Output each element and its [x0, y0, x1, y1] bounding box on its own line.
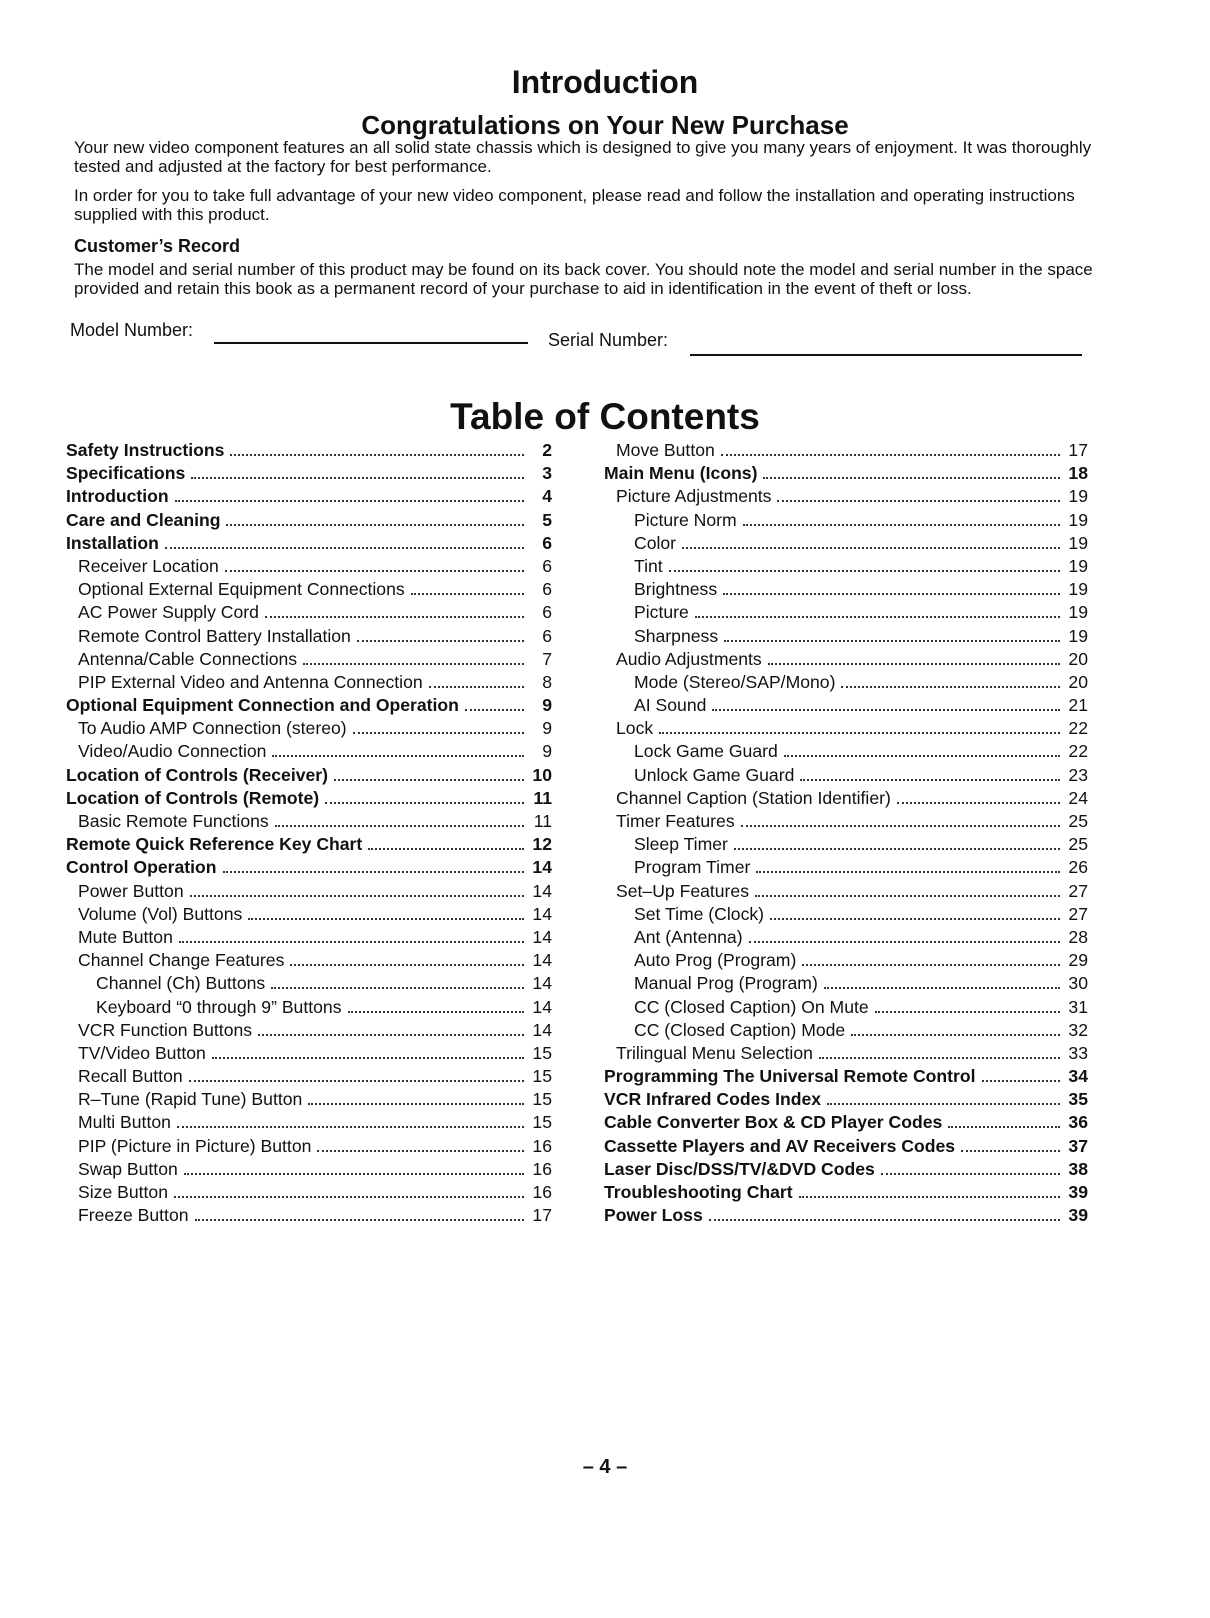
toc-dot-leader [308, 1103, 524, 1105]
toc-entry-page: 20 [1068, 648, 1088, 669]
toc-entry [604, 857, 1088, 880]
toc-entry-label: Trilingual Menu Selection [616, 1042, 813, 1063]
toc-entry [66, 510, 552, 533]
toc-entry-label: Multi Button [78, 1112, 171, 1133]
toc-entry [604, 510, 1088, 533]
toc-entry [604, 811, 1088, 834]
toc-entry [604, 741, 1088, 764]
toc-entry-label: Power Loss [604, 1205, 703, 1226]
toc-entry-page: 28 [1068, 926, 1088, 947]
toc-entry-label: Antenna/Cable Connections [78, 648, 298, 669]
toc-dot-leader [353, 732, 524, 734]
toc-dot-leader [230, 454, 524, 456]
toc-dot-leader [669, 570, 1060, 572]
toc-dot-leader [368, 848, 524, 850]
toc-entry-label: Volume (Vol) Buttons [78, 903, 243, 924]
toc-entry-page: 14 [532, 950, 552, 971]
toc-entry-label: Lock [616, 718, 654, 739]
toc-dot-leader [734, 848, 1060, 850]
toc-entry [604, 834, 1088, 857]
customer-record-heading: Customer’s Record [74, 236, 241, 256]
toc-dot-leader [755, 895, 1060, 897]
toc-entry-page: 39 [1068, 1205, 1088, 1226]
toc-entry-label: Remote Quick Reference Key Chart [66, 834, 363, 855]
toc-entry [66, 741, 552, 764]
toc-dot-leader [190, 895, 524, 897]
toc-entry [604, 881, 1088, 904]
toc-dot-leader [777, 500, 1060, 502]
toc-entry-page: 20 [1068, 671, 1088, 692]
toc-entry [604, 1182, 1088, 1205]
toc-entry-label: Keyboard “0 through 9” Buttons [96, 996, 342, 1017]
toc-dot-leader [265, 616, 524, 618]
toc-entry-label: CC (Closed Caption) On Mute [634, 996, 869, 1017]
toc-entry [66, 1020, 552, 1043]
toc-entry-label: Sharpness [634, 625, 719, 646]
toc-dot-leader [741, 825, 1060, 827]
toc-entry-page: 30 [1068, 973, 1088, 994]
toc-entry-label: To Audio AMP Connection (stereo) [78, 718, 347, 739]
toc-dot-leader [225, 570, 524, 572]
toc-entry-page: 5 [542, 509, 552, 530]
toc-dot-leader [195, 1219, 524, 1221]
toc-entry-page: 29 [1068, 950, 1088, 971]
page-number: – 4 – [582, 1456, 628, 1478]
toc-dot-leader [174, 1196, 524, 1198]
toc-entry [66, 486, 552, 509]
toc-dot-leader [275, 825, 524, 827]
toc-entry-label: Remote Control Battery Installation [78, 625, 351, 646]
toc-entry-page: 16 [532, 1158, 552, 1179]
toc-entry [66, 1112, 552, 1135]
toc-entry-page: 3 [542, 463, 552, 484]
toc-dot-leader [165, 547, 524, 549]
toc-dot-leader [317, 1150, 524, 1152]
toc-entry [604, 1136, 1088, 1159]
toc-entry [66, 973, 552, 996]
toc-entry-page: 14 [532, 1019, 552, 1040]
toc-entry [66, 927, 552, 950]
toc-entry [604, 997, 1088, 1020]
toc-dot-leader [724, 640, 1060, 642]
toc-entry-label: Specifications [66, 463, 186, 484]
toc-entry-page: 27 [1068, 880, 1088, 901]
toc-entry-page: 15 [532, 1066, 552, 1087]
toc-dot-leader [841, 686, 1060, 688]
toc-dot-leader [897, 802, 1060, 804]
toc-dot-leader [768, 663, 1060, 665]
toc-dot-leader [763, 477, 1060, 479]
toc-dot-leader [175, 500, 524, 502]
toc-entry [66, 904, 552, 927]
toc-entry [66, 788, 552, 811]
toc-dot-leader [348, 1011, 525, 1013]
toc-dot-leader [723, 593, 1060, 595]
toc-entry [604, 1089, 1088, 1112]
toc-entry [604, 927, 1088, 950]
toc-entry-page: 25 [1068, 811, 1088, 831]
toc-entry [66, 1159, 552, 1182]
toc-entry [604, 556, 1088, 579]
toc-entry [604, 718, 1088, 741]
page-subtitle: Congratulations on Your New Purchase [361, 110, 849, 140]
toc-entry-label: Picture Norm [634, 509, 737, 530]
toc-entry-label: Cassette Players and AV Receivers Codes [604, 1135, 956, 1156]
toc-entry-page: 24 [1068, 787, 1088, 808]
toc-entry [66, 857, 552, 880]
toc-entry-page: 6 [542, 532, 552, 553]
toc-entry-page: 14 [532, 926, 552, 947]
toc-entry-label: R–Tune (Rapid Tune) Button [78, 1089, 303, 1110]
toc-entry-label: Brightness [634, 579, 718, 600]
toc-entry-page: 27 [1068, 903, 1088, 924]
toc-entry-label: Basic Remote Functions [78, 811, 269, 831]
toc-dot-leader [770, 918, 1060, 920]
toc-dot-leader [802, 964, 1060, 966]
toc-entry-label: Safety Instructions [66, 440, 225, 460]
toc-entry-label: Power Button [78, 880, 184, 901]
toc-entry-label: Freeze Button [78, 1205, 189, 1226]
toc-entry [66, 556, 552, 579]
toc-entry-page: 22 [1068, 741, 1088, 762]
toc-entry-page: 37 [1068, 1135, 1088, 1156]
toc-entry-page: 15 [532, 1089, 552, 1110]
toc-entry-label: Ant (Antenna) [634, 926, 743, 947]
toc-dot-leader [659, 732, 1060, 734]
toc-entry-page: 16 [532, 1135, 552, 1156]
toc-entry [604, 626, 1088, 649]
serial-number-line [690, 354, 1082, 356]
toc-entry-page: 14 [532, 973, 552, 994]
customer-record-paragraph: The model and serial number of this product may be found on its back cover. You should note the model and serial number in the space provided and retain this book as a permanent record of your purchase to aid in identification in the event of theft or loss. [74, 260, 1093, 298]
toc-entry [604, 765, 1088, 788]
toc-entry-page: 9 [542, 695, 552, 716]
toc-dot-leader [824, 987, 1060, 989]
toc-dot-leader [325, 802, 524, 804]
toc-entry [604, 1020, 1088, 1043]
toc-entry [66, 997, 552, 1020]
toc-entry [604, 602, 1088, 625]
toc-entry [66, 811, 552, 834]
toc-dot-leader [177, 1126, 524, 1128]
toc-entry-page: 26 [1068, 857, 1088, 878]
toc-dot-leader [709, 1219, 1060, 1221]
toc-dot-leader [948, 1126, 1060, 1128]
toc-entry-label: Location of Controls (Receiver) [66, 764, 328, 785]
toc-entry-label: Picture [634, 602, 689, 623]
toc-entry-page: 10 [532, 764, 552, 785]
toc-entry-page: 19 [1068, 579, 1088, 600]
toc-entry-page: 36 [1068, 1112, 1088, 1133]
toc-entry-label: Set–Up Features [616, 880, 750, 901]
toc-entry-label: Main Menu (Icons) [604, 463, 758, 484]
toc-entry-page: 7 [542, 648, 552, 669]
toc-entry-label: Video/Audio Connection [78, 741, 267, 762]
toc-entry-label: Unlock Game Guard [634, 764, 795, 785]
toc-entry-label: Location of Controls (Remote) [66, 787, 320, 808]
toc-entry [604, 1066, 1088, 1089]
toc-dot-leader [258, 1034, 524, 1036]
toc-entry [66, 440, 552, 463]
toc-entry-label: Programming The Universal Remote Control [604, 1066, 976, 1087]
toc-dot-leader [223, 871, 524, 873]
toc-dot-leader [465, 709, 524, 711]
toc-entry-label: VCR Function Buttons [78, 1019, 253, 1040]
toc-entry-page: 11 [533, 811, 552, 831]
toc-entry-page: 14 [532, 857, 552, 878]
toc-entry [66, 765, 552, 788]
toc-entry [604, 695, 1088, 718]
toc-entry [66, 1089, 552, 1112]
toc-entry [66, 533, 552, 556]
toc-dot-leader [743, 524, 1060, 526]
toc-dot-leader [799, 1196, 1060, 1198]
page-title: Introduction [511, 64, 699, 100]
toc-entry-page: 2 [542, 440, 552, 460]
toc-entry-page: 6 [542, 625, 552, 646]
intro-paragraph-1: Your new video component features an all solid state chassis which is designed to give you many years of enjoyment. It was thoroughly tested and adjusted at the factory for best performance. [74, 138, 1092, 176]
toc-entry [604, 486, 1088, 509]
toc-dot-leader [179, 941, 524, 943]
toc-entry-page: 4 [542, 486, 552, 507]
toc-entry-page: 6 [542, 555, 552, 576]
toc-entry-page: 35 [1068, 1089, 1088, 1110]
toc-entry-page: 34 [1068, 1066, 1088, 1087]
toc-dot-leader [191, 477, 524, 479]
toc-entry-page: 19 [1068, 602, 1088, 623]
toc-entry [604, 1112, 1088, 1135]
toc-entry-label: VCR Infrared Codes Index [604, 1089, 822, 1110]
toc-entry-page: 14 [532, 996, 552, 1017]
toc-dot-leader [756, 871, 1060, 873]
toc-entry-page: 19 [1068, 486, 1088, 507]
toc-entry-page: 14 [532, 880, 552, 901]
toc-entry [604, 1205, 1088, 1228]
toc-entry-page: 18 [1068, 463, 1088, 484]
toc-entry-label: Set Time (Clock) [634, 903, 765, 924]
toc-dot-leader [226, 524, 524, 526]
toc-entry [66, 1182, 552, 1205]
toc-dot-leader [184, 1173, 524, 1175]
toc-entry [66, 463, 552, 486]
toc-entry [66, 695, 552, 718]
toc-entry-page: 19 [1068, 532, 1088, 553]
toc-entry-page: 23 [1068, 764, 1088, 785]
toc-entry-label: Color [634, 532, 677, 553]
toc-entry-label: Troubleshooting Chart [604, 1182, 793, 1202]
toc-entry-page: 11 [533, 787, 552, 808]
toc-entry [66, 579, 552, 602]
toc-dot-leader [303, 663, 524, 665]
toc-dot-leader [429, 686, 524, 688]
toc-entry [604, 440, 1088, 463]
toc-dot-leader [800, 779, 1060, 781]
toc-entry-page: 9 [542, 741, 552, 762]
toc-entry-label: Program Timer [634, 857, 751, 878]
toc-entry-label: Lock Game Guard [634, 741, 778, 762]
toc-dot-leader [695, 616, 1060, 618]
toc-entry-label: Receiver Location [78, 555, 219, 576]
toc-entry-label: Tint [634, 555, 663, 576]
toc-entry-label: Mode (Stereo/SAP/Mono) [634, 671, 836, 692]
toc-entry-page: 6 [542, 579, 552, 600]
toc-entry [66, 881, 552, 904]
toc-entry-label: CC (Closed Caption) Mode [634, 1019, 846, 1040]
toc-entry [604, 672, 1088, 695]
intro-paragraph-2: In order for you to take full advantage of your new video component, please read and follow the installation and operating instructions supplied with this product. [74, 186, 1075, 224]
toc-entry [66, 1136, 552, 1159]
toc-entry-label: Move Button [616, 440, 715, 460]
toc-entry-label: Optional Equipment Connection and Operation [66, 695, 459, 716]
toc-dot-leader [272, 755, 524, 757]
toc-entry [604, 649, 1088, 672]
toc-entry-label: AI Sound [634, 695, 707, 716]
toc-entry [66, 649, 552, 672]
toc-entry-label: TV/Video Button [78, 1042, 206, 1063]
toc-dot-leader [290, 964, 524, 966]
toc-dot-leader [212, 1057, 524, 1059]
toc-entry [604, 904, 1088, 927]
toc-entry [604, 950, 1088, 973]
toc-entry [604, 973, 1088, 996]
toc-entry-page: 15 [532, 1112, 552, 1133]
toc-dot-leader [784, 755, 1060, 757]
toc-entry-label: PIP External Video and Antenna Connection [78, 671, 423, 692]
toc-dot-leader [851, 1034, 1060, 1036]
toc-dot-leader [411, 593, 524, 595]
toc-entry-label: Control Operation [66, 857, 217, 878]
toc-entry-page: 16 [532, 1182, 552, 1202]
toc-entry-page: 39 [1068, 1182, 1088, 1202]
toc-entry-label: Installation [66, 532, 159, 553]
toc-entry-label: Introduction [66, 486, 169, 507]
toc-entry-label: Channel Caption (Station Identifier) [616, 787, 891, 808]
toc-entry [66, 626, 552, 649]
toc-entry-page: 19 [1068, 555, 1088, 576]
toc-entry-label: Channel Change Features [78, 950, 285, 971]
toc-entry-label: Sleep Timer [634, 834, 728, 855]
toc-entry-page: 19 [1068, 509, 1088, 530]
toc-title: Table of Contents [450, 396, 760, 437]
toc-entry-page: 17 [532, 1205, 552, 1226]
toc-entry-label: Mute Button [78, 926, 173, 947]
toc-entry [604, 579, 1088, 602]
toc-dot-leader [721, 454, 1060, 456]
toc-entry-page: 21 [1068, 695, 1088, 716]
toc-entry [66, 1205, 552, 1228]
toc-entry [604, 1043, 1088, 1066]
toc-entry-page: 9 [542, 718, 552, 739]
toc-entry-page: 12 [532, 834, 552, 855]
toc-dot-leader [749, 941, 1060, 943]
toc-entry-page: 8 [542, 671, 552, 692]
toc-dot-leader [881, 1173, 1060, 1175]
toc-entry-page: 25 [1068, 834, 1088, 855]
model-number-label: Model Number: [70, 320, 194, 340]
toc-entry [66, 672, 552, 695]
toc-entry [66, 834, 552, 857]
toc-entry-label: Channel (Ch) Buttons [96, 973, 266, 994]
toc-dot-leader [819, 1057, 1060, 1059]
toc-entry-label: Optional External Equipment Connections [78, 579, 405, 600]
toc-entry-label: Auto Prog (Program) [634, 950, 797, 971]
toc-dot-leader [982, 1080, 1061, 1082]
toc-dot-leader [682, 547, 1060, 549]
toc-entry-page: 15 [532, 1042, 552, 1063]
toc-dot-leader [961, 1150, 1060, 1152]
toc-dot-leader [334, 779, 524, 781]
toc-entry-page: 17 [1068, 440, 1088, 460]
toc-entry-page: 33 [1068, 1042, 1088, 1063]
toc-entry [66, 602, 552, 625]
toc-entry-page: 14 [532, 903, 552, 924]
toc-entry [604, 463, 1088, 486]
toc-entry-label: Size Button [78, 1182, 168, 1202]
toc-left-column [66, 440, 552, 1228]
toc-entry-label: Care and Cleaning [66, 509, 221, 530]
toc-dot-leader [827, 1103, 1060, 1105]
toc-entry-label: Audio Adjustments [616, 648, 762, 669]
toc-right-column [604, 440, 1088, 1228]
toc-entry-page: 6 [542, 602, 552, 623]
toc-entry-page: 22 [1068, 718, 1088, 739]
toc-entry [66, 950, 552, 973]
toc-entry [604, 788, 1088, 811]
toc-dot-leader [189, 1080, 524, 1082]
toc-dot-leader [875, 1011, 1060, 1013]
toc-entry-page: 32 [1068, 1019, 1088, 1040]
toc-entry-label: Timer Features [616, 811, 735, 831]
toc-dot-leader [271, 987, 524, 989]
toc-entry-label: Manual Prog (Program) [634, 973, 818, 994]
toc-entry-page: 31 [1068, 996, 1088, 1017]
toc-dot-leader [357, 640, 524, 642]
toc-entry [604, 533, 1088, 556]
toc-entry-label: Laser Disc/DSS/TV/&DVD Codes [604, 1158, 875, 1179]
toc-entry [66, 1043, 552, 1066]
toc-entry [66, 1066, 552, 1089]
toc-entry-label: AC Power Supply Cord [78, 602, 259, 623]
toc-entry [604, 1159, 1088, 1182]
toc-dot-leader [712, 709, 1060, 711]
serial-number-label: Serial Number: [548, 330, 669, 350]
model-number-line [214, 342, 528, 344]
toc-entry-label: Swap Button [78, 1158, 178, 1179]
toc-entry-label: PIP (Picture in Picture) Button [78, 1135, 312, 1156]
toc-entry [66, 718, 552, 741]
toc-entry-page: 19 [1068, 625, 1088, 646]
toc-dot-leader [248, 918, 524, 920]
toc-entry-label: Cable Converter Box & CD Player Codes [604, 1112, 943, 1133]
toc-entry-page: 38 [1068, 1158, 1088, 1179]
toc-entry-label: Recall Button [78, 1066, 183, 1087]
toc-entry-label: Picture Adjustments [616, 486, 772, 507]
